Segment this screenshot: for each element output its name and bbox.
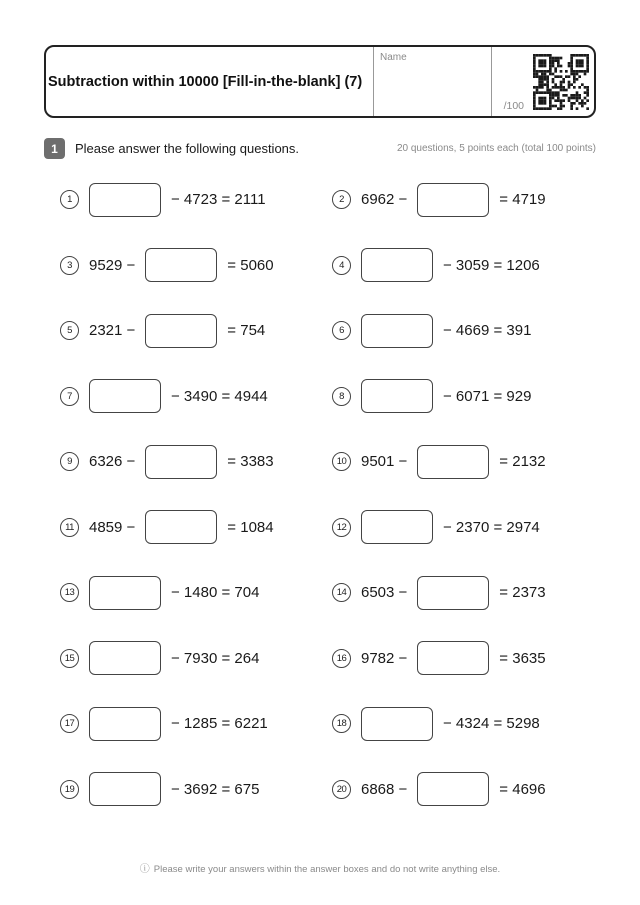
- equation-text: − 1285 = 6221: [171, 715, 268, 733]
- answer-box[interactable]: [361, 510, 433, 544]
- question-number: 13: [60, 583, 79, 602]
- equation-text: = 1084: [227, 518, 274, 536]
- answer-box[interactable]: [417, 772, 489, 806]
- equation-text: − 7930 = 264: [171, 649, 260, 667]
- name-label: Name: [380, 52, 407, 63]
- equation-text: = 3635: [499, 649, 546, 667]
- question-number: 10: [332, 452, 351, 471]
- question-number: 16: [332, 649, 351, 668]
- answer-box[interactable]: [145, 248, 217, 282]
- question-number: 6: [332, 321, 351, 340]
- page-title: Subtraction within 10000 [Fill-in-the-blank] (7): [48, 73, 363, 90]
- question-number: 8: [332, 387, 351, 406]
- answer-box[interactable]: [417, 445, 489, 479]
- equation-text: 9501 −: [361, 453, 408, 471]
- worksheet-header: [44, 45, 596, 118]
- equation-text: − 6071 = 929: [443, 387, 532, 405]
- footer-note-row: [44, 860, 596, 875]
- answer-box[interactable]: [417, 576, 489, 610]
- answer-box[interactable]: [89, 183, 161, 217]
- equation-text: = 2373: [499, 584, 546, 602]
- answer-box[interactable]: [361, 707, 433, 741]
- question-item: [60, 364, 332, 430]
- equation-text: = 4719: [499, 191, 546, 209]
- question-item: [332, 167, 596, 233]
- question-item: [60, 626, 332, 692]
- answer-box[interactable]: [361, 314, 433, 348]
- question-number: 14: [332, 583, 351, 602]
- question-item: [332, 364, 596, 430]
- equation-text: 6326 −: [89, 453, 136, 471]
- question-item: [332, 495, 596, 561]
- equation-text: 9529 −: [89, 256, 136, 274]
- answer-box[interactable]: [145, 510, 217, 544]
- question-number: 4: [332, 256, 351, 275]
- question-number: 19: [60, 780, 79, 799]
- equation-text: − 1480 = 704: [171, 584, 260, 602]
- score-box: [491, 47, 528, 116]
- question-number: 11: [60, 518, 79, 537]
- question-item: [60, 233, 332, 299]
- section-header: [44, 138, 596, 159]
- question-item: [332, 691, 596, 757]
- question-number: 5: [60, 321, 79, 340]
- equation-text: 2321 −: [89, 322, 136, 340]
- question-number: 15: [60, 649, 79, 668]
- question-item: [332, 626, 596, 692]
- answer-box[interactable]: [89, 576, 161, 610]
- equation-text: − 3490 = 4944: [171, 387, 268, 405]
- question-number: 7: [60, 387, 79, 406]
- question-item: [60, 757, 332, 823]
- equation-text: − 3059 = 1206: [443, 256, 540, 274]
- question-number: 2: [332, 190, 351, 209]
- info-icon: ⓘ: [139, 864, 150, 875]
- answer-box[interactable]: [89, 641, 161, 675]
- question-item: [332, 298, 596, 364]
- questions-grid: [60, 167, 596, 822]
- answer-box[interactable]: [361, 248, 433, 282]
- equation-text: = 3383: [227, 453, 274, 471]
- question-number: 18: [332, 714, 351, 733]
- question-item: [60, 560, 332, 626]
- question-number: 20: [332, 780, 351, 799]
- section-number-badge: 1: [44, 138, 65, 159]
- answer-box[interactable]: [417, 641, 489, 675]
- answer-box[interactable]: [361, 379, 433, 413]
- question-item: [60, 429, 332, 495]
- title-cell: [46, 47, 373, 116]
- equation-text: − 3692 = 675: [171, 780, 260, 798]
- score-denominator: /100: [503, 100, 524, 112]
- answer-box[interactable]: [89, 707, 161, 741]
- equation-text: 6503 −: [361, 584, 408, 602]
- equation-text: − 4723 = 2111: [171, 191, 266, 209]
- qr-code-icon: [533, 54, 589, 110]
- name-field[interactable]: [373, 47, 491, 116]
- answer-box[interactable]: [145, 314, 217, 348]
- question-item: [332, 560, 596, 626]
- equation-text: − 4324 = 5298: [443, 715, 540, 733]
- question-number: 9: [60, 452, 79, 471]
- equation-text: 6962 −: [361, 191, 408, 209]
- question-number: 3: [60, 256, 79, 275]
- answer-box[interactable]: [145, 445, 217, 479]
- answer-box[interactable]: [417, 183, 489, 217]
- question-number: 1: [60, 190, 79, 209]
- question-item: [332, 233, 596, 299]
- question-item: [60, 691, 332, 757]
- equation-text: = 2132: [499, 453, 546, 471]
- question-item: [60, 495, 332, 561]
- equation-text: 9782 −: [361, 649, 408, 667]
- equation-text: = 5060: [227, 256, 274, 274]
- section-instruction: Please answer the following questions.: [75, 141, 300, 156]
- question-item: [60, 167, 332, 233]
- equation-text: − 2370 = 2974: [443, 518, 540, 536]
- question-item: [60, 298, 332, 364]
- equation-text: = 4696: [499, 780, 546, 798]
- equation-text: 4859 −: [89, 518, 136, 536]
- answer-box[interactable]: [89, 379, 161, 413]
- question-number: 17: [60, 714, 79, 733]
- section-points-note: 20 questions, 5 points each (total 100 points): [396, 143, 596, 154]
- question-item: [332, 429, 596, 495]
- equation-text: = 754: [227, 322, 266, 340]
- equation-text: − 4669 = 391: [443, 322, 532, 340]
- equation-text: 6868 −: [361, 780, 408, 798]
- question-item: [332, 757, 596, 823]
- answer-box[interactable]: [89, 772, 161, 806]
- qr-cell: [528, 47, 594, 116]
- footer-note: Please write your answers within the answer boxes and do not write anything else.: [153, 864, 501, 875]
- question-number: 12: [332, 518, 351, 537]
